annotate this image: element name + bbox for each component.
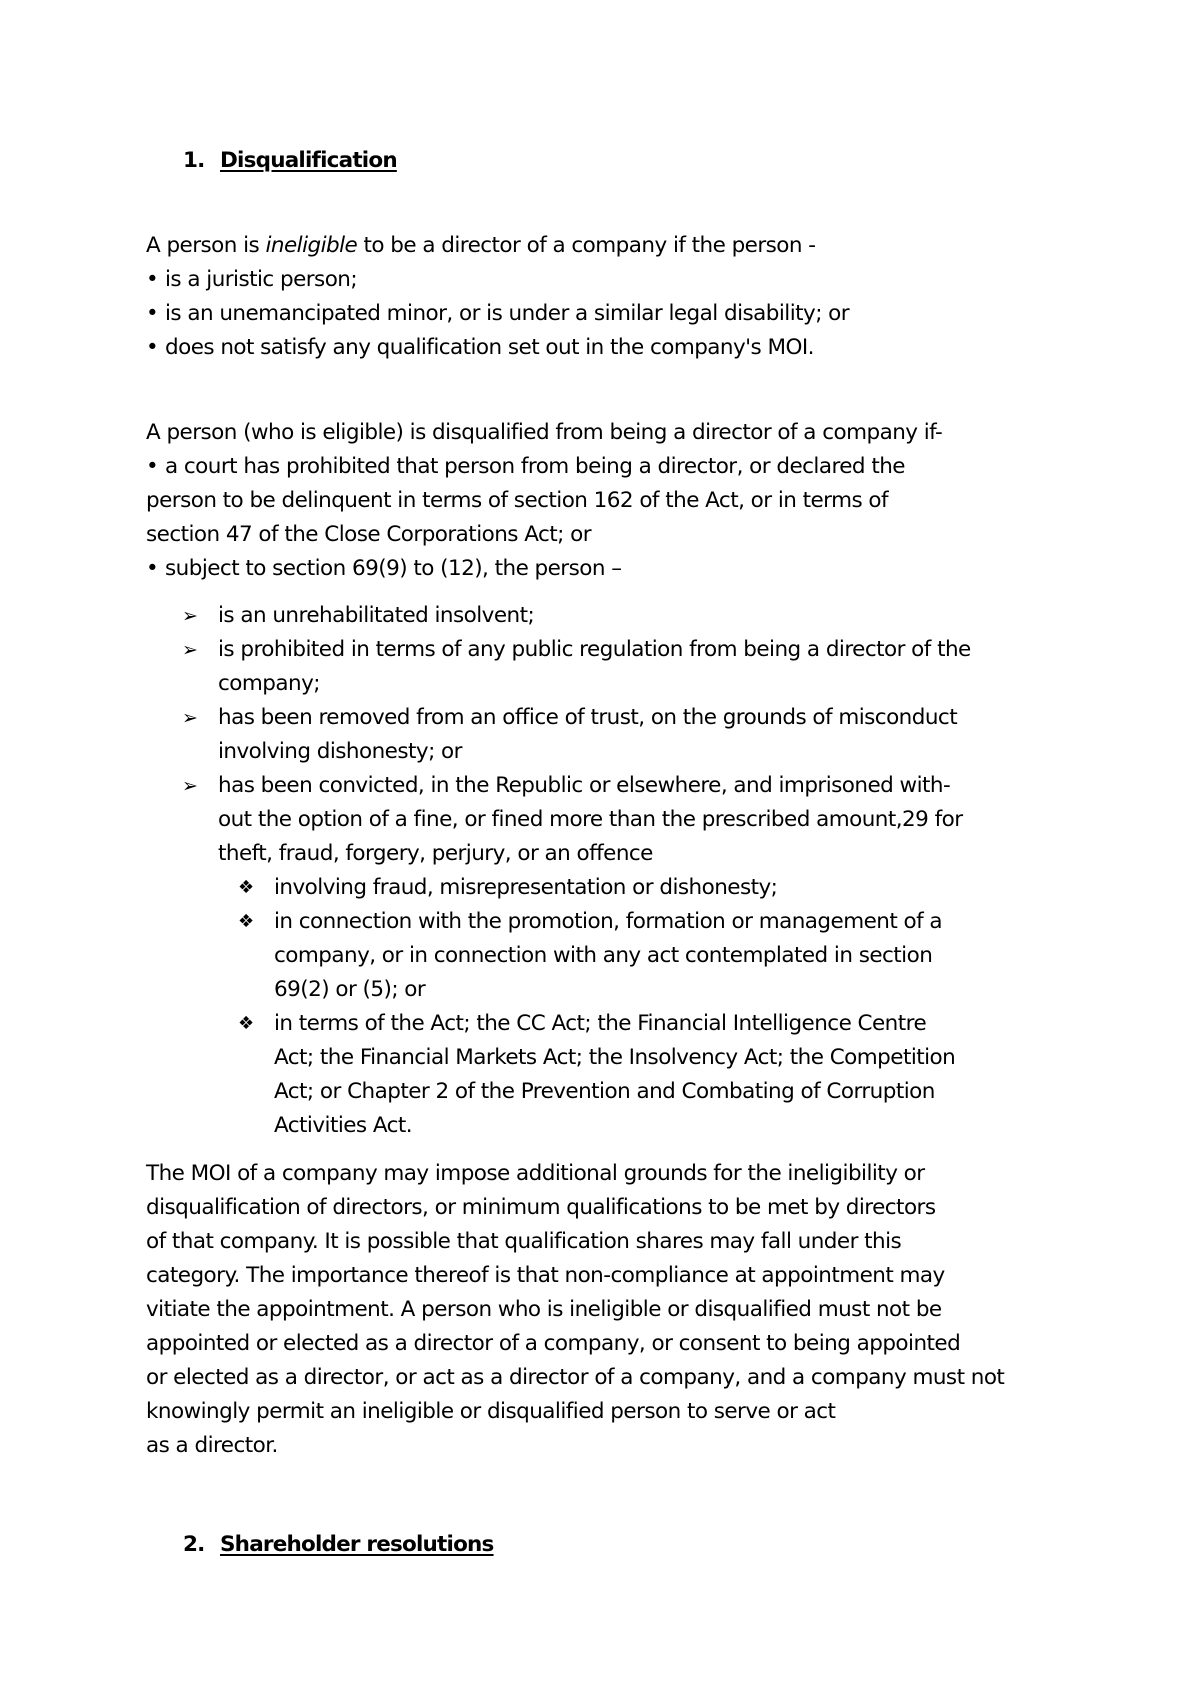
arrow-list-item: ➢ has been convicted, in the Republic or elsewhere, and imprisoned with- out the option of a fine, or fined more than the prescribed amount,29 for theft, fraud, forgery, perjury, or an offence — [182, 769, 1082, 871]
list-item: • does not satisfy any qualification set out in the company's MOI. — [146, 331, 1126, 365]
emphasis-ineligible: ineligible — [265, 233, 358, 258]
arrow-list-item: ➢ has been removed from an office of trust, on the grounds of misconduct involving dishonesty; or — [182, 701, 1082, 769]
bullet-icon: • — [146, 556, 159, 581]
diamond-sublist — [238, 871, 1082, 1143]
diamond-bullet-icon: ❖ — [238, 911, 254, 932]
list-item-continuation: section 47 of the Close Corporations Act; or — [146, 522, 592, 547]
section-title: Shareholder resolutions — [220, 1532, 494, 1557]
arrow-list-item: ➢ is prohibited in terms of any public regulation from being a director of the company; — [182, 633, 1082, 701]
section-number: 1. — [183, 148, 205, 173]
bullet-icon: • — [146, 301, 159, 326]
arrow-bullet-icon: ➢ — [182, 605, 198, 627]
list-item: • a court has prohibited that person from being a director, or declared the — [146, 450, 1126, 484]
arrow-bullet-icon: ➢ — [182, 707, 198, 729]
bullet-icon: • — [146, 335, 159, 360]
bullet-icon: • — [146, 454, 159, 479]
list-item: • is an unemancipated minor, or is under a similar legal disability; or — [146, 297, 1126, 331]
diamond-list-item: ❖ involving fraud, misrepresentation or dishonesty; — [238, 871, 1082, 905]
list-item: • subject to section 69(9) to (12), the person – — [146, 552, 1126, 586]
list-item: • is a juristic person; — [146, 263, 1126, 297]
arrow-bullet-icon: ➢ — [182, 775, 198, 797]
diamond-list-item: ❖ in connection with the promotion, formation or management of a company, or in connection with any act contemplated in section 69(2) or (5); or — [238, 905, 1082, 1007]
paragraph-lead: A person is ineligible to be a director of a company if the person - — [146, 233, 816, 258]
section-number: 2. — [183, 1532, 205, 1557]
section-heading-1 — [183, 148, 397, 173]
bullet-icon: • — [146, 267, 159, 292]
paragraph-lead: A person (who is eligible) is disqualified from being a director of a company if- — [146, 420, 943, 445]
arrow-list-item: ➢ is an unrehabilitated insolvent; — [182, 599, 1082, 633]
ineligibility-paragraph — [146, 229, 1126, 365]
arrow-sublist — [182, 599, 1082, 1143]
diamond-list-item: ❖ in terms of the Act; the CC Act; the Financial Intelligence Centre Act; the Financial Markets Act; the Insolvency Act; the Competition Act; or Chapter 2 of the Prevention and Combating of Corruption Activities Act. — [238, 1007, 1082, 1143]
arrow-bullet-icon: ➢ — [182, 639, 198, 661]
section-title: Disqualification — [220, 148, 397, 173]
moi-paragraph: The MOI of a company may impose additional grounds for the ineligibility or disqualification of directors, or minimum qualifications to be met by directors of that company. It is possible that qualification shares may fall under this category. The importance thereof is that non-compliance at appointment may vitiate the appointment. A person who is ineligible or disqualified must not be appointed or elected as a director of a company, or consent to being appointed or elected as a director, or act as a director of a company, and a company must not knowingly permit an ineligible or disqualified person to serve or act as a director. — [146, 1161, 1005, 1458]
diamond-bullet-icon: ❖ — [238, 877, 254, 898]
list-item-continuation: person to be delinquent in terms of section 162 of the Act, or in terms of — [146, 488, 889, 513]
section-heading-2 — [183, 1532, 494, 1557]
diamond-bullet-icon: ❖ — [238, 1013, 254, 1034]
disqualification-paragraph — [146, 416, 1126, 586]
